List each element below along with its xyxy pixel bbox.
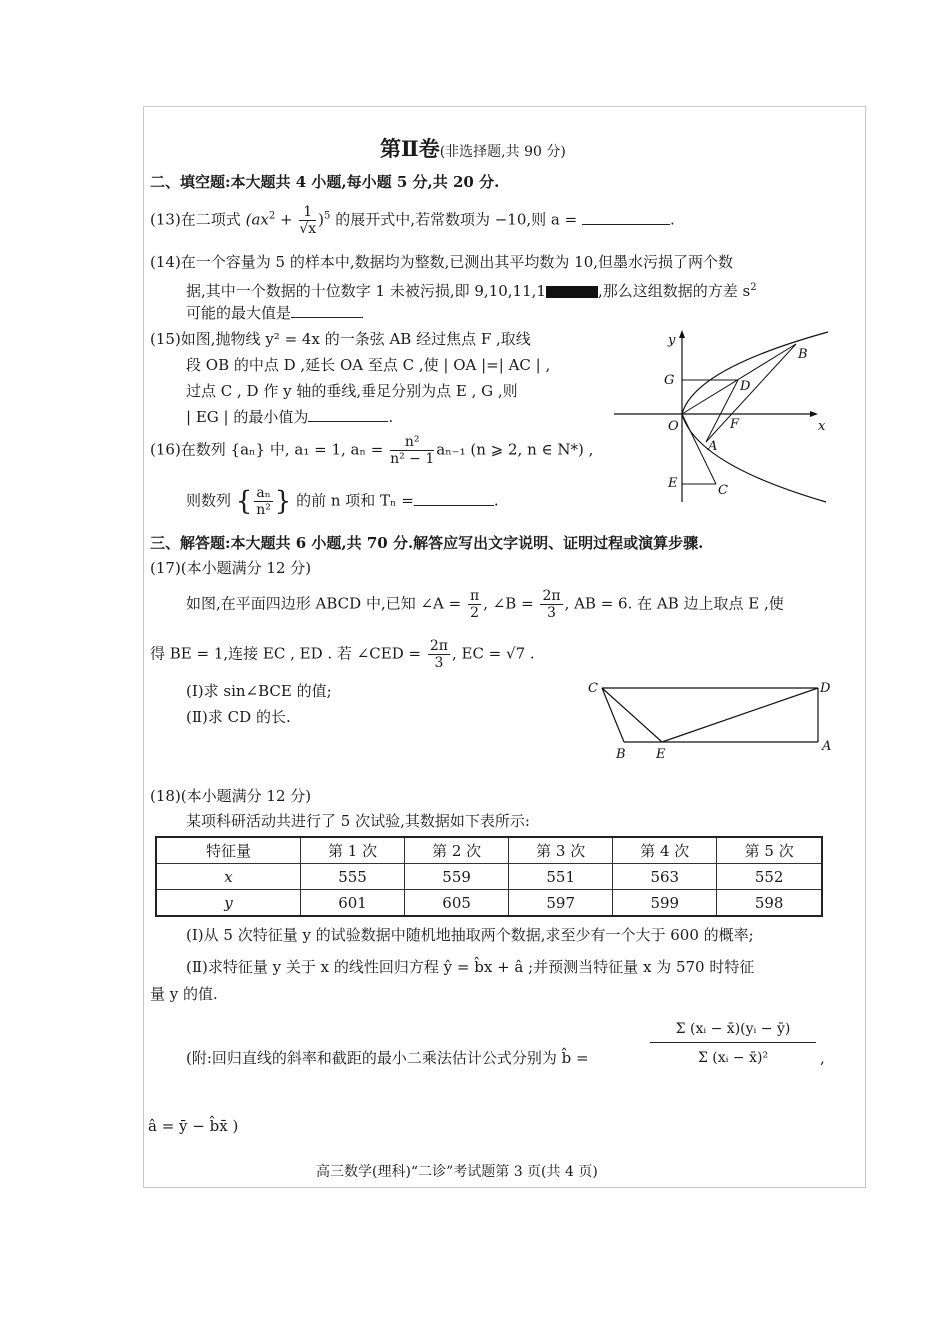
q16-line2-post: 的前 n 项和 Tₙ = [296, 491, 414, 510]
q16-end: . [493, 491, 499, 510]
q14-line2: 据,其中一个数据的十位数字 1 未被污损,即 9,10,11,1 ,那么这组数据的方差 $s^2$ [186, 282, 757, 300]
q18-part2a: (Ⅱ)求特征量 y 关于 x 的线性回归方程 ŷ = b̂x + â ;并预测当特征量 x 为 570 时特征 [186, 958, 755, 976]
label-c: C [718, 483, 728, 498]
table-header-cell: 第 1 次 [301, 837, 405, 864]
q16-line1 [150, 434, 593, 467]
question-13: (13)在二项式 ($ax^2$ + $\frac{1}{√x}$ )$^5$ 的展开式中,若常数项为 −10,则 a = . [150, 204, 675, 237]
label-quad-c: C [588, 681, 598, 696]
q17-frac-c [428, 638, 450, 671]
q17-f3-num: 2π [429, 638, 448, 654]
segment-bc [602, 688, 624, 742]
q16-line2: 则数列 { $\frac{\text{aₙ}}{\text{n²}}$ } 的前 n 项和 Tₙ = . [186, 485, 499, 518]
table-cell: 601 [301, 890, 405, 917]
q17-f2-den: 3 [547, 605, 556, 621]
q16-seq-fraction [254, 485, 272, 518]
table-cell: 551 [509, 864, 613, 890]
q18-part1: (Ⅰ)从 5 次特征量 y 的试验数据中随机地抽取两个数据,求至少有一个大于 600 的概率; [186, 926, 754, 944]
q14-line3 [186, 303, 363, 323]
table-row [156, 864, 822, 890]
label-y: y [668, 333, 676, 348]
q18-note-a: (附:回归直线的斜率和截距的最小二乘法估计公式分别为 b̂ = [186, 1049, 589, 1067]
q18-part2b: 量 y 的值. [150, 985, 218, 1003]
q17-frac-a [468, 588, 481, 621]
q13-frac-num: 1 [299, 204, 316, 221]
table-header-row [156, 837, 822, 864]
section-title-main: 第Ⅱ卷 [380, 136, 440, 161]
q17-l2b: , EC = √7 . [451, 644, 535, 663]
quadrilateral-figure [584, 674, 836, 766]
q17-line1 [186, 588, 784, 621]
label-a: A [708, 439, 718, 454]
q13-post: 的展开式中,若常数项为 −10,则 a = [335, 210, 578, 229]
q17-frac-b [540, 588, 562, 621]
q17-f1-den: 2 [470, 605, 480, 621]
label-f: F [730, 417, 740, 432]
segment-ce [602, 688, 662, 742]
q16-line2-pre: 则数列 [186, 491, 232, 510]
table-cell: y [156, 890, 301, 917]
q16-seq-num: aₙ [256, 485, 271, 501]
q14-line2a: 据,其中一个数据的十位数字 1 未被污损,即 9,10,11,1 [186, 282, 546, 300]
table-cell: 552 [717, 864, 822, 890]
q14-line3-text: 可能的最大值是 [186, 304, 292, 322]
label-quad-a: A [822, 739, 832, 754]
q18-note-b: â = ȳ − b̂x̄ ) [148, 1117, 239, 1135]
table-cell: x [156, 864, 301, 890]
table-cell: 598 [717, 890, 822, 917]
q15-line4b: . [388, 408, 394, 426]
q17-part1: (Ⅰ)求 sin∠BCE 的值; [186, 682, 332, 700]
q16-answer-blank [414, 491, 494, 506]
q17-f1-num: π [470, 588, 480, 604]
q14-line1: (14)在一个容量为 5 的样本中,数据均为整数,已测出其平均数为 10,但墨水污损了两个数 [150, 253, 734, 271]
table-cell: 563 [613, 864, 717, 890]
label-o: O [668, 419, 679, 434]
q15-line4 [186, 407, 393, 427]
q13-expr-a: (ax [245, 210, 269, 229]
label-g: G [664, 373, 675, 388]
label-e: E [668, 476, 678, 491]
label-b: B [798, 347, 808, 362]
q13-num: (13) [150, 210, 181, 229]
table-row [156, 890, 822, 917]
q15-line2: 段 OB 的中点 D ,延长 OA 至点 C ,使 | OA |=| AC | , [186, 356, 551, 374]
x-axis-arrow [810, 411, 818, 417]
section2-heading: 二、填空题:本大题共 4 小题,每小题 5 分,共 20 分. [150, 173, 500, 191]
q16-post: aₙ₋₁ (n ⩾ 2, n ∈ N*) , [436, 440, 594, 459]
table-cell: 605 [405, 890, 509, 917]
q17-title: (17)(本小题满分 12 分) [150, 559, 312, 577]
q13-pre: 在二项式 [180, 210, 241, 229]
q16-pre: (16)在数列 {aₙ} 中, a₁ = 1, aₙ = [150, 440, 384, 459]
q13-fraction [299, 204, 316, 237]
q14-line2b: ,那么这组数据的方差 s [597, 282, 751, 300]
label-quad-b: B [616, 747, 626, 762]
segment-ob [682, 344, 796, 414]
q17-part2: (Ⅱ)求 CD 的长. [186, 708, 291, 726]
ink-stain [546, 286, 598, 298]
q16-frac-num: n² [390, 434, 434, 451]
q17-f3-den: 3 [434, 655, 444, 671]
section-title-sub: (非选择题,共 90 分) [439, 144, 566, 160]
table-header-cell: 第 3 次 [509, 837, 613, 864]
experiment-table [155, 836, 823, 917]
q15-answer-blank [308, 407, 388, 422]
table-cell: 555 [301, 864, 405, 890]
q17-l1c: , AB = 6. 在 AB 边上取点 E ,使 [564, 594, 784, 613]
q16-fraction [390, 434, 434, 467]
table-cell: 559 [405, 864, 509, 890]
table-cell: 599 [613, 890, 717, 917]
y-axis-arrow [679, 330, 685, 338]
q13-answer-blank [582, 210, 670, 225]
table-header-cell: 第 2 次 [405, 837, 509, 864]
q17-l1b: , ∠B = [483, 594, 534, 613]
q17-line2 [150, 638, 535, 671]
q15-line3: 过点 C , D 作 y 轴的垂线,垂足分别为点 E , G ,则 [186, 382, 518, 400]
formula-numerator: Σ (xᵢ − x̄)(yᵢ − ȳ) [650, 1018, 816, 1043]
q14-answer-blank [291, 303, 363, 318]
q16-seq-den: n² [256, 502, 271, 518]
q17-l1a: 如图,在平面四边形 ABCD 中,已知 ∠A = [186, 594, 462, 613]
q17-l2a: 得 BE = 1,连接 EC , ED . 若 ∠CED = [150, 644, 422, 663]
label-quad-e: E [656, 747, 666, 762]
parabola-figure [614, 324, 836, 508]
table-header-cell: 第 4 次 [613, 837, 717, 864]
regression-formula [650, 1018, 816, 1069]
q18-title: (18)(本小题满分 12 分) [150, 787, 312, 805]
section-title [380, 133, 566, 163]
q16-frac-den: n² − 1 [390, 451, 435, 467]
q13-end: . [669, 210, 675, 229]
formula-denominator: Σ (xᵢ − x̄)² [697, 1050, 769, 1066]
table-cell: 597 [509, 890, 613, 917]
q13-frac-den: √x [299, 221, 317, 237]
page-footer: 高三数学(理科)“二诊”考试题第 3 页(共 4 页) [316, 1164, 598, 1180]
q17-f2-num: 2π [542, 588, 561, 604]
section3-heading: 三、解答题:本大题共 6 小题,共 70 分.解答应写出文字说明、证明过程或演算步骤. [150, 534, 704, 552]
parabola-upper [682, 332, 828, 414]
label-d: D [740, 379, 751, 394]
table-header-cell: 第 5 次 [717, 837, 822, 864]
q15-line4a: | EG | 的最小值为 [186, 408, 309, 426]
q15-line1: (15)如图,抛物线 y² = 4x 的一条弦 AB 经过焦点 F ,取线 [150, 330, 531, 348]
segment-ed [662, 688, 818, 742]
q13-expr-b: ) [318, 210, 325, 229]
q18-intro: 某项科研活动共进行了 5 次试验,其数据如下表所示: [186, 812, 530, 830]
label-quad-d: D [820, 681, 831, 696]
label-x: x [818, 419, 826, 434]
table-header-cell: 特征量 [156, 837, 301, 864]
q18-note-comma: , [820, 1049, 825, 1067]
